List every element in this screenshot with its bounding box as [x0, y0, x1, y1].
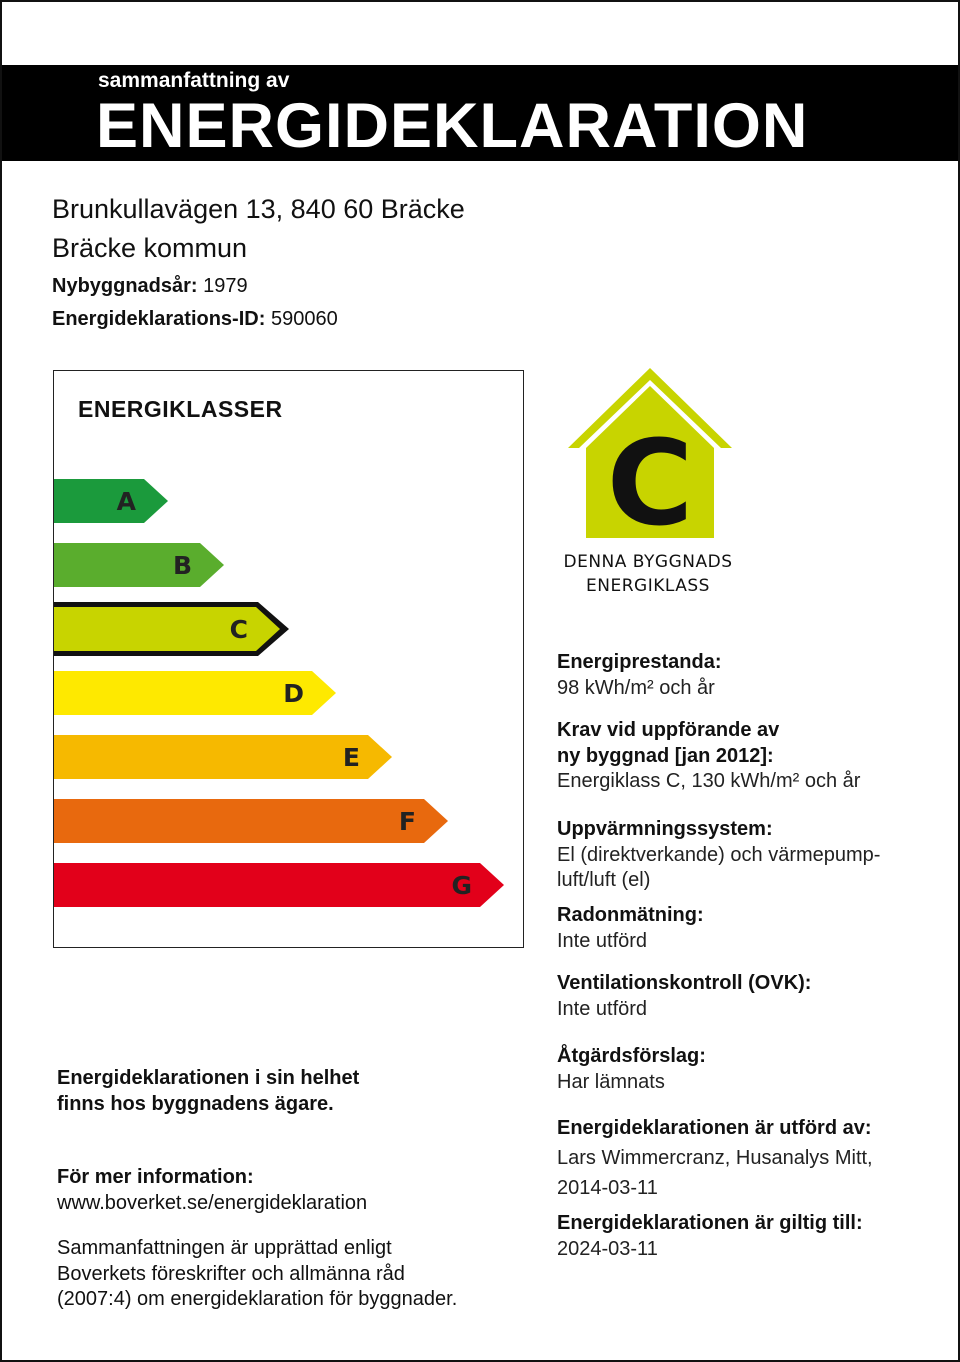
- energy-class-letter-c: C: [229, 615, 248, 644]
- radon-measurement: [557, 903, 704, 954]
- regulation-line-3: (2007:4) om energideklaration för byggnader.: [57, 1288, 458, 1310]
- radon-label: Radonmätning:: [557, 904, 704, 926]
- energy-class-letter-f: F: [398, 807, 416, 836]
- ventilation-value: Inte utförd: [557, 997, 648, 1020]
- owner-note: [57, 1066, 359, 1117]
- ventilation-control: [557, 971, 811, 1022]
- regulation-line-2: Boverkets föreskrifter och allmänna råd: [57, 1262, 405, 1285]
- valid-until-value: 2024-03-11: [557, 1237, 658, 1260]
- energy-class-scale: [53, 370, 524, 948]
- build-year-value: 1979: [197, 275, 248, 297]
- heating-value-line-2: luft/luft (el): [557, 869, 651, 891]
- new-building-requirement: [557, 718, 860, 795]
- header-banner: [2, 65, 958, 161]
- more-info-label: För mer information:: [57, 1166, 254, 1188]
- energy-class-arrows: [54, 371, 525, 949]
- heating-system: [557, 817, 880, 894]
- valid-until-label: Energideklarationen är giltig till:: [557, 1212, 863, 1234]
- energy-classes-title: ENERGIKLASSER: [78, 396, 283, 422]
- owner-note-line-1: Energideklarationen i sin helhet: [57, 1067, 360, 1089]
- energy-class-arrow-b: [54, 543, 224, 587]
- energy-class-letter-e: E: [342, 743, 360, 772]
- energy-class-arrow-e: [54, 735, 392, 779]
- more-info: [57, 1165, 367, 1216]
- build-year: [52, 275, 248, 298]
- address-line-1: Brunkullavägen 13, 840 60 Bräcke: [52, 194, 465, 224]
- measures-value: Har lämnats: [557, 1070, 665, 1093]
- regulation-note: [57, 1236, 457, 1313]
- declaration-id: [52, 308, 338, 331]
- performed-by: [557, 1116, 873, 1202]
- performed-by-label: Energideklarationen är utförd av:: [557, 1117, 872, 1139]
- requirement-label-line-1: Krav vid uppförande av: [557, 719, 780, 741]
- more-info-link[interactable]: www.boverket.se/energideklaration: [57, 1191, 368, 1214]
- house-caption-line-1: DENNA BYGGNADS: [563, 552, 733, 572]
- declaration-id-label: Energideklarations-ID:: [52, 308, 266, 330]
- energy-performance-value: 98 kWh/m² och år: [557, 676, 715, 699]
- house-caption-line-2: ENERGIKLASS: [586, 576, 710, 596]
- energy-class-letter-b: B: [172, 551, 192, 580]
- build-year-label: Nybyggnadsår:: [52, 275, 198, 297]
- energy-class-letter-a: A: [116, 487, 136, 516]
- radon-value: Inte utförd: [557, 929, 648, 952]
- heating-label: Uppvärmningssystem:: [557, 818, 773, 840]
- energy-performance-label: Energiprestanda:: [557, 651, 722, 673]
- energy-class-letter-d: D: [283, 679, 304, 708]
- house-caption: [548, 550, 748, 598]
- ventilation-label: Ventilationskontroll (OVK):: [557, 972, 812, 994]
- owner-note-line-2: finns hos byggnadens ägare.: [57, 1092, 334, 1115]
- performed-by-value: Lars Wimmercranz, Husanalys Mitt,: [557, 1146, 873, 1169]
- requirement-label-line-2: ny byggnad [jan 2012]:: [557, 744, 774, 767]
- measures-label: Åtgärdsförslag:: [557, 1045, 706, 1067]
- energy-class-letter-g: G: [451, 871, 472, 900]
- energy-class-arrow-a: [54, 479, 168, 523]
- house-class-letter: C: [606, 414, 694, 544]
- energy-class-house-badge: [556, 364, 746, 544]
- declaration-id-value: 590060: [265, 308, 338, 330]
- address-line-2: Bräcke kommun: [52, 233, 248, 263]
- property-address: [52, 190, 465, 268]
- valid-until: [557, 1211, 863, 1262]
- energy-class-arrow-g: [54, 863, 504, 907]
- heating-value-line-1: El (direktverkande) och värmepump-: [557, 843, 881, 866]
- requirement-value: Energiklass C, 130 kWh/m² och år: [557, 770, 861, 792]
- header-title: ENERGIDEKLARATION: [96, 91, 809, 161]
- energy-class-arrow-f: [54, 799, 448, 843]
- energy-performance: [557, 650, 721, 701]
- header-subtitle: sammanfattning av: [98, 69, 290, 92]
- performed-date: 2014-03-11: [557, 1177, 658, 1199]
- regulation-line-1: Sammanfattningen är upprättad enligt: [57, 1237, 392, 1259]
- measures-proposal: [557, 1044, 706, 1095]
